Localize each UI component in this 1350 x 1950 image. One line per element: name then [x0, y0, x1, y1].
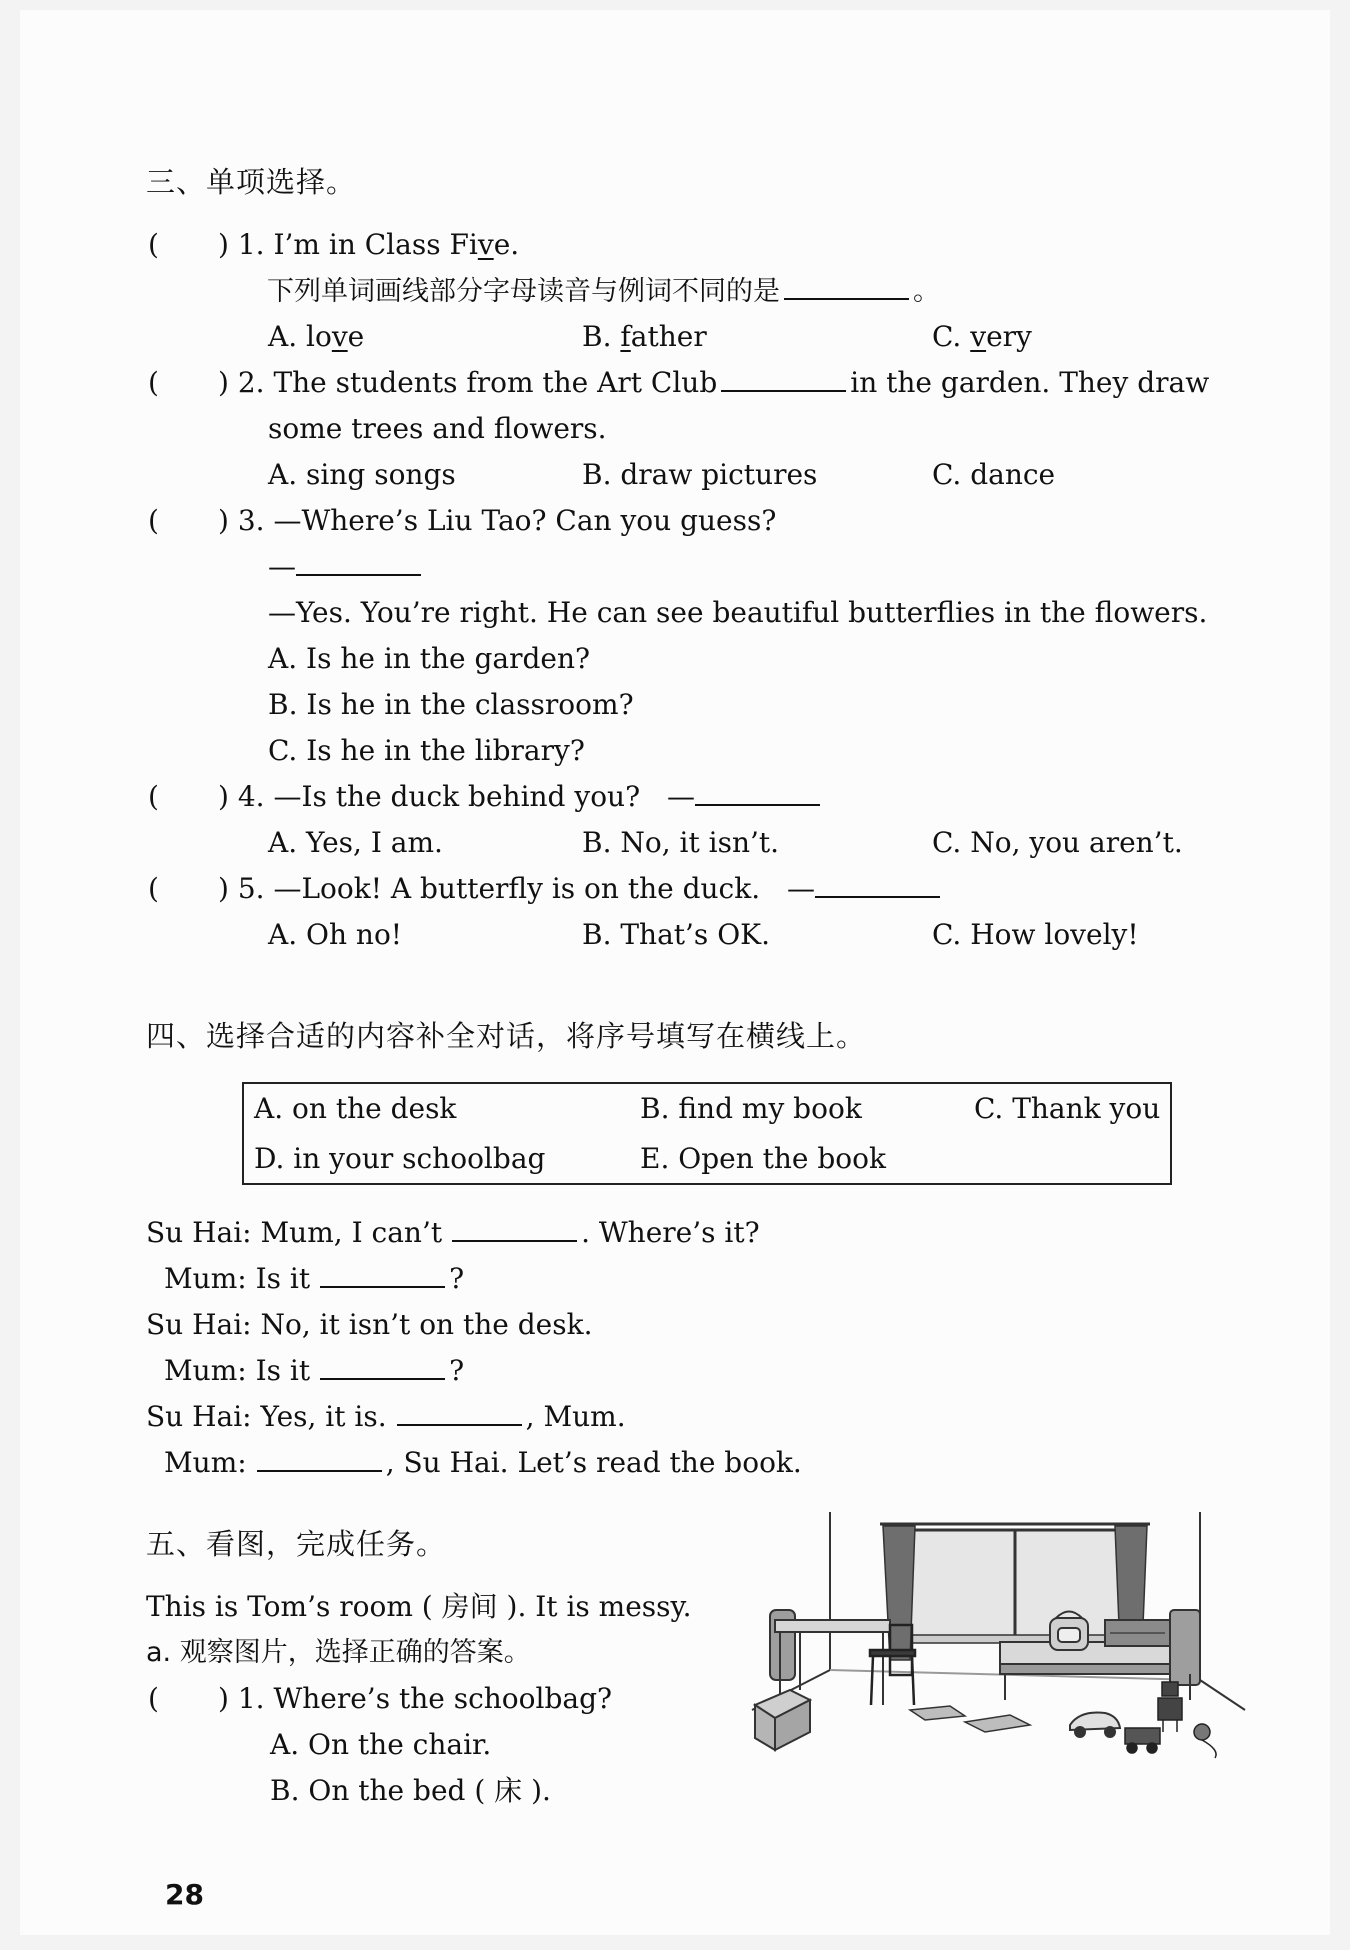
- q2-option-a[interactable]: A. sing songs: [268, 458, 456, 491]
- worksheet-page: [20, 10, 1330, 1935]
- dialogue-blank-1[interactable]: [452, 1216, 577, 1242]
- s5-q1-number: ) 1.: [218, 1682, 265, 1715]
- word-bank-a: A. on the desk: [254, 1092, 457, 1125]
- dialogue-line-6: [164, 1446, 802, 1480]
- word-bank-box: [242, 1082, 1172, 1185]
- q3-paren: (: [148, 504, 159, 537]
- q3-option-a[interactable]: A. Is he in the garden?: [268, 642, 591, 675]
- q1-opt-a-end: e: [347, 320, 365, 353]
- q4-dash: —: [667, 780, 696, 813]
- floor-box: [755, 1690, 810, 1750]
- q1-opt-b-text: B.: [582, 320, 621, 353]
- room-intro: This is Tom’s room ( 房间 ). It is messy.: [146, 1590, 692, 1623]
- dialogue-blank-5[interactable]: [257, 1446, 382, 1472]
- q1-stem-underlined: v: [477, 228, 494, 261]
- q2-stem-end: in the garden. They draw: [850, 366, 1210, 399]
- q5-option-a[interactable]: A. Oh no!: [268, 918, 403, 951]
- suitcase: [1105, 1620, 1170, 1646]
- books-on-floor: [910, 1706, 1030, 1732]
- toy-robot: [1158, 1682, 1182, 1732]
- word-bank-d: D. in your schoolbag: [254, 1142, 546, 1175]
- dialogue-line-4: [164, 1354, 464, 1388]
- q2-answer-blank[interactable]: [721, 366, 846, 392]
- dialogue-blank-3[interactable]: [320, 1354, 445, 1380]
- room-illustration: [750, 1510, 1250, 1810]
- word-bank-c: C. Thank you: [974, 1092, 1161, 1125]
- q1-stem-text: I’m in Class Fi: [273, 228, 478, 261]
- dialogue-4-text: Mum: Is it: [164, 1354, 311, 1387]
- q3-number: ) 3.: [218, 504, 265, 537]
- q5-number: ) 5.: [218, 872, 265, 905]
- q3-stem: [218, 504, 776, 538]
- s5-q1-option-a[interactable]: A. On the chair.: [270, 1728, 492, 1761]
- q3-option-b[interactable]: B. Is he in the classroom?: [268, 688, 634, 721]
- q3-reply: —Yes. You’re right. He can see beautiful butterflies in the flowers.: [268, 596, 1208, 629]
- page-number: 28: [165, 1878, 204, 1911]
- q2-stem-text: The students from the Art Club: [273, 366, 718, 399]
- q5-dash: —: [787, 872, 815, 905]
- q2-option-c[interactable]: C. dance: [932, 458, 1056, 491]
- q4-answer-blank[interactable]: [695, 780, 820, 806]
- q2-stem-line2: some trees and flowers.: [268, 412, 607, 445]
- q1-opt-c-text: C.: [932, 320, 971, 353]
- dialogue-2-end: ?: [449, 1262, 465, 1295]
- q1-instruction-text: 下列单词画线部分字母读音与例词不同的是: [267, 276, 780, 307]
- task-a-instruction: a. 观察图片，选择正确的答案。: [146, 1637, 531, 1668]
- q4-stem: [218, 780, 824, 814]
- q1-paren: (: [148, 228, 159, 261]
- dialogue-5-end: , Mum.: [525, 1400, 626, 1433]
- word-bank-e: E. Open the book: [640, 1142, 886, 1175]
- q4-option-a[interactable]: A. Yes, I am.: [268, 826, 443, 859]
- q2-stem: [218, 366, 1209, 400]
- q4-stem-text: —Is the duck behind you?: [273, 780, 641, 813]
- q1-answer-blank[interactable]: [784, 274, 909, 300]
- q4-option-c[interactable]: C. No, you aren’t.: [932, 826, 1183, 859]
- word-bank-b: B. find my book: [640, 1092, 862, 1125]
- window: [895, 1530, 1135, 1643]
- toy-truck: [1125, 1728, 1160, 1753]
- dialogue-5-text: Su Hai: Yes, it is.: [146, 1400, 387, 1433]
- q1-opt-a-u: v: [331, 320, 348, 353]
- dialogue-4-end: ?: [449, 1354, 465, 1387]
- dialogue-6-end: , Su Hai. Let’s read the book.: [385, 1446, 802, 1479]
- q1-option-b[interactable]: [582, 320, 707, 354]
- q1-option-c[interactable]: [932, 320, 1032, 354]
- dialogue-blank-4[interactable]: [397, 1400, 522, 1426]
- q1-stem: [218, 228, 519, 262]
- dialogue-blank-2[interactable]: [320, 1262, 445, 1288]
- q3-stem-text: —Where’s Liu Tao? Can you guess?: [273, 504, 777, 537]
- dialogue-6-text: Mum:: [164, 1446, 247, 1479]
- dialogue-line-5: [146, 1400, 626, 1434]
- s5-q1-paren: (: [148, 1682, 159, 1715]
- q3-dash: —: [268, 550, 296, 583]
- q4-paren: (: [148, 780, 159, 813]
- section-4-heading: 四、选择合适的内容补全对话，将序号填写在横线上。: [146, 1019, 867, 1053]
- floor-line-right: [1200, 1680, 1245, 1710]
- q5-stem: [218, 872, 944, 906]
- q1-end-mark: 。: [913, 276, 940, 307]
- dialogue-line-3: Su Hai: No, it isn’t on the desk.: [146, 1308, 593, 1341]
- curtain-left: [883, 1526, 915, 1660]
- s5-q1-stem: [218, 1682, 612, 1716]
- q1-number: ) 1.: [218, 228, 265, 261]
- q5-paren: (: [148, 872, 159, 905]
- q1-opt-c-u: v: [970, 320, 987, 353]
- dialogue-2-text: Mum: Is it: [164, 1262, 311, 1295]
- q1-opt-b-u: f: [620, 320, 631, 353]
- dialogue-1-end: . Where’s it?: [581, 1216, 760, 1249]
- q1-opt-b-end: ather: [630, 320, 707, 353]
- q2-number: ) 2.: [218, 366, 265, 399]
- s5-q1-option-b[interactable]: B. On the bed ( 床 ).: [270, 1774, 551, 1807]
- q3-answer-blank[interactable]: [296, 550, 421, 576]
- q2-option-b[interactable]: B. draw pictures: [582, 458, 818, 491]
- q4-number: ) 4.: [218, 780, 265, 813]
- q1-stem-end: e.: [493, 228, 520, 261]
- toy-car: [1070, 1713, 1120, 1738]
- q5-stem-text: —Look! A butterfly is on the duck.: [273, 872, 761, 905]
- q1-opt-a-text: A. lo: [268, 320, 332, 353]
- yo-yo: [1194, 1724, 1216, 1758]
- q2-paren: (: [148, 366, 159, 399]
- q1-option-a[interactable]: [268, 320, 364, 354]
- section-5-heading: 五、看图，完成任务。: [146, 1527, 447, 1561]
- s5-q1-stem-text: Where’s the schoolbag?: [273, 1682, 613, 1715]
- q5-option-c[interactable]: C. How lovely!: [932, 918, 1139, 951]
- dialogue-line-1: [146, 1216, 760, 1250]
- section-3-heading: 三、单项选择。: [146, 165, 357, 199]
- q1-instruction: [267, 274, 940, 309]
- dialogue-1-text: Su Hai: Mum, I can’t: [146, 1216, 443, 1249]
- schoolbag: [1050, 1612, 1088, 1651]
- dialogue-line-2: [164, 1262, 464, 1296]
- q3-answer-line: [268, 550, 425, 584]
- q4-option-b[interactable]: B. No, it isn’t.: [582, 826, 780, 859]
- q5-answer-blank[interactable]: [815, 872, 940, 898]
- q1-opt-c-end: ery: [986, 320, 1032, 353]
- q3-option-c[interactable]: C. Is he in the library?: [268, 734, 585, 767]
- q5-option-b[interactable]: B. That’s OK.: [582, 918, 770, 951]
